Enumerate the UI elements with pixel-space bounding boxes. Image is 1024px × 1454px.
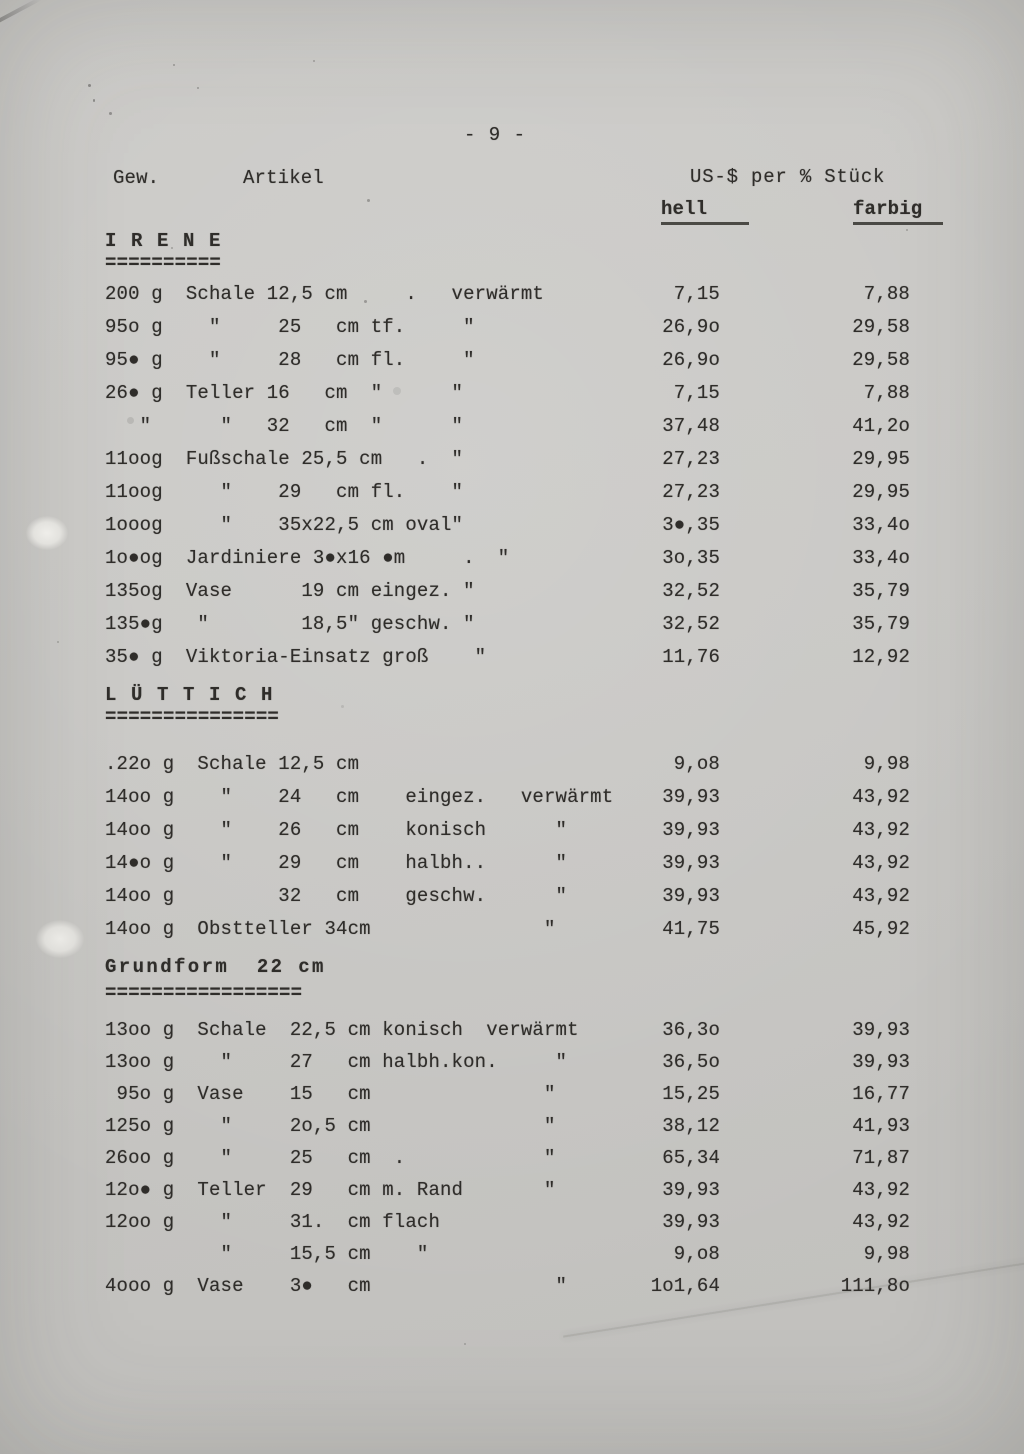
price-hell: 65,34 [662,1147,720,1169]
section-rule: ========== [105,252,222,274]
price-farbig: 9,98 [863,1243,910,1265]
price-hell: 39,93 [662,885,720,907]
row-description: 1ooog " 35x22,5 cm oval" [105,514,464,536]
price-hell: 3o,35 [662,547,720,569]
price-farbig: 35,79 [852,580,910,602]
price-hell: 39,93 [662,852,720,874]
row-description: .22o g Schale 12,5 cm [105,753,360,775]
price-hell: 11,76 [662,646,720,668]
price-farbig: 45,92 [852,918,910,940]
price-hell: 9,o8 [673,1243,720,1265]
price-hell: 9,o8 [673,753,720,775]
price-farbig: 29,95 [852,481,910,503]
price-hell: 1o1,64 [650,1275,720,1297]
price-hell: 26,9o [662,349,720,371]
price-hell: 32,52 [662,580,720,602]
price-farbig: 12,92 [852,646,910,668]
row-description: 14oo g 32 cm geschw. " [105,885,568,907]
price-hell: 36,5o [662,1051,720,1073]
row-description: 1o●og Jardiniere 3●x16 ●m . " [105,547,510,569]
row-description: 14●o g " 29 cm halbh.. " [105,852,568,874]
row-description: 200 g Schale 12,5 cm . verwärmt [105,283,544,305]
price-farbig: 41,2o [852,415,910,437]
row-description: 95o g " 25 cm tf. " [105,316,475,338]
price-farbig: 43,92 [852,786,910,808]
row-description: 35● g Viktoria-Einsatz groß " [105,646,487,668]
price-farbig: 9,98 [863,753,910,775]
column-header-price: US-$ per % Stück [690,166,886,188]
column-header-artikel: Artikel [243,167,324,189]
row-description: 14oo g " 24 cm eingez. verwärmt [105,786,614,808]
price-hell: 41,75 [662,918,720,940]
row-description: 125o g " 2o,5 cm " [105,1115,556,1137]
price-hell: 39,93 [662,1211,720,1233]
section-title: I R E N E [105,230,223,252]
column-header-farbig: farbig [853,198,943,225]
section-rule: =============== [105,706,280,728]
row-description: 95o g Vase 15 cm " [105,1083,556,1105]
price-farbig: 43,92 [852,819,910,841]
row-description: 4ooo g Vase 3● cm " [105,1275,568,1297]
price-hell: 39,93 [662,786,720,808]
price-farbig: 43,92 [852,852,910,874]
price-farbig: 29,58 [852,316,910,338]
paper-hole [36,920,84,958]
row-description: 135●g " 18,5" geschw. " [105,613,475,635]
price-farbig: 33,4o [852,547,910,569]
row-description: 11oog Fußschale 25,5 cm . " [105,448,464,470]
price-farbig: 39,93 [852,1019,910,1041]
price-farbig: 41,93 [852,1115,910,1137]
price-farbig: 111,8o [840,1275,910,1297]
row-description: 12o● g Teller 29 cm m. Rand " [105,1179,556,1201]
paper-hole [26,516,68,550]
price-farbig: 7,88 [863,382,910,404]
price-farbig: 43,92 [852,885,910,907]
price-farbig: 43,92 [852,1211,910,1233]
section-title: L Ü T T I C H [105,684,275,706]
price-hell: 26,9o [662,316,720,338]
price-hell: 3●,35 [662,514,720,536]
price-farbig: 7,88 [863,283,910,305]
row-description: " " 32 cm " " [105,415,464,437]
price-farbig: 29,95 [852,448,910,470]
row-description: 11oog " 29 cm fl. " [105,481,464,503]
price-farbig: 71,87 [852,1147,910,1169]
price-farbig: 35,79 [852,613,910,635]
price-hell: 27,23 [662,448,720,470]
price-hell: 39,93 [662,819,720,841]
price-hell: 37,48 [662,415,720,437]
row-description: 14oo g " 26 cm konisch " [105,819,568,841]
row-description: 26● g Teller 16 cm " " [105,382,464,404]
row-description: 13oo g " 27 cm halbh.kon. " [105,1051,568,1073]
price-hell: 7,15 [673,283,720,305]
row-description: 14oo g Obstteller 34cm " [105,918,556,940]
price-hell: 15,25 [662,1083,720,1105]
price-farbig: 33,4o [852,514,910,536]
section-rule: ================= [105,982,303,1004]
price-hell: 32,52 [662,613,720,635]
price-farbig: 16,77 [852,1083,910,1105]
price-hell: 38,12 [662,1115,720,1137]
row-description: " 15,5 cm " [105,1243,429,1265]
column-header-hell: hell [661,198,749,225]
page-number: - 9 - [463,124,526,146]
row-description: 12oo g " 31. cm flach [105,1211,441,1233]
page-corner-shadow [0,0,42,24]
section-title: Grundform 22 cm [105,956,326,978]
price-hell: 7,15 [673,382,720,404]
price-hell: 36,3o [662,1019,720,1041]
row-description: 95● g " 28 cm fl. " [105,349,475,371]
price-farbig: 39,93 [852,1051,910,1073]
column-header-gew: Gew. [113,167,160,189]
price-farbig: 43,92 [852,1179,910,1201]
price-hell: 39,93 [662,1179,720,1201]
price-farbig: 29,58 [852,349,910,371]
row-description: 13oo g Schale 22,5 cm konisch verwärmt [105,1019,579,1041]
price-hell: 27,23 [662,481,720,503]
row-description: 26oo g " 25 cm . " [105,1147,556,1169]
row-description: 135og Vase 19 cm eingez. " [105,580,475,602]
